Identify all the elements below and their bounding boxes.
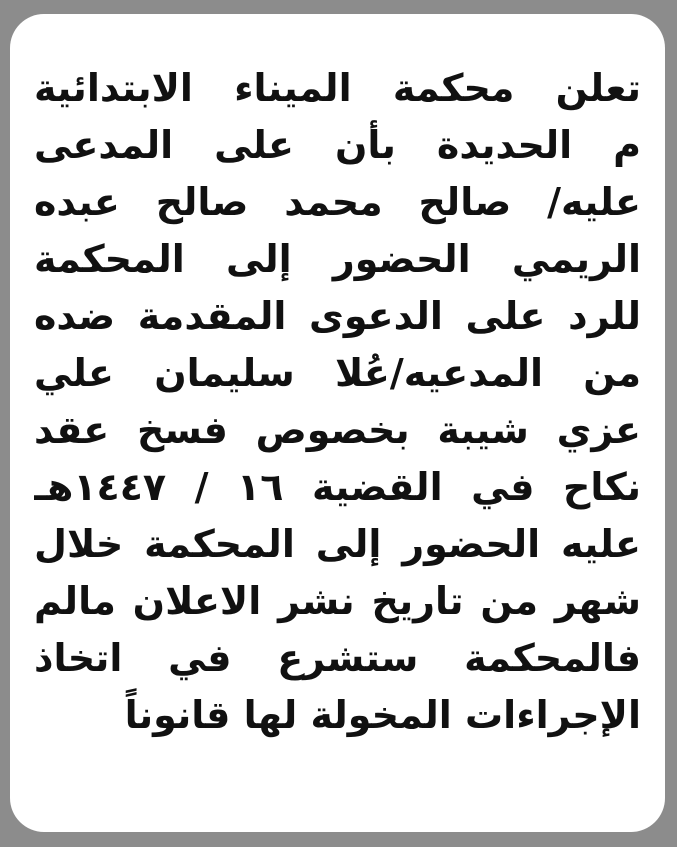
court-notice-text [34,60,641,744]
notice-line-3: عليه/ صالح محمد صالح عبده [34,180,641,224]
notice-line-8: نكاح في القضية ١٦ / ١٤٤٧هـ [34,465,641,509]
notice-card [10,14,665,832]
notice-line-5: للرد على الدعوى المقدمة ضده [34,294,641,338]
notice-line-2: م الحديدة بأن على المدعى [34,123,641,167]
notice-line-7: عزي شيبة بخصوص فسخ عقد [34,408,641,452]
notice-line-12: الإجراءات المخولة لها قانوناً [124,693,641,737]
notice-line-1: تعلن محكمة الميناء الابتدائية [34,66,641,110]
notice-line-6: من المدعيه/عُلا سليمان علي [34,351,641,395]
notice-line-10: شهر من تاريخ نشر الاعلان مالم [34,579,641,623]
notice-line-9: عليه الحضور إلى المحكمة خلال [34,522,641,566]
notice-line-4: الريمي الحضور إلى المحكمة [34,237,641,281]
notice-line-11: فالمحكمة ستشرع في اتخاذ [34,636,641,680]
